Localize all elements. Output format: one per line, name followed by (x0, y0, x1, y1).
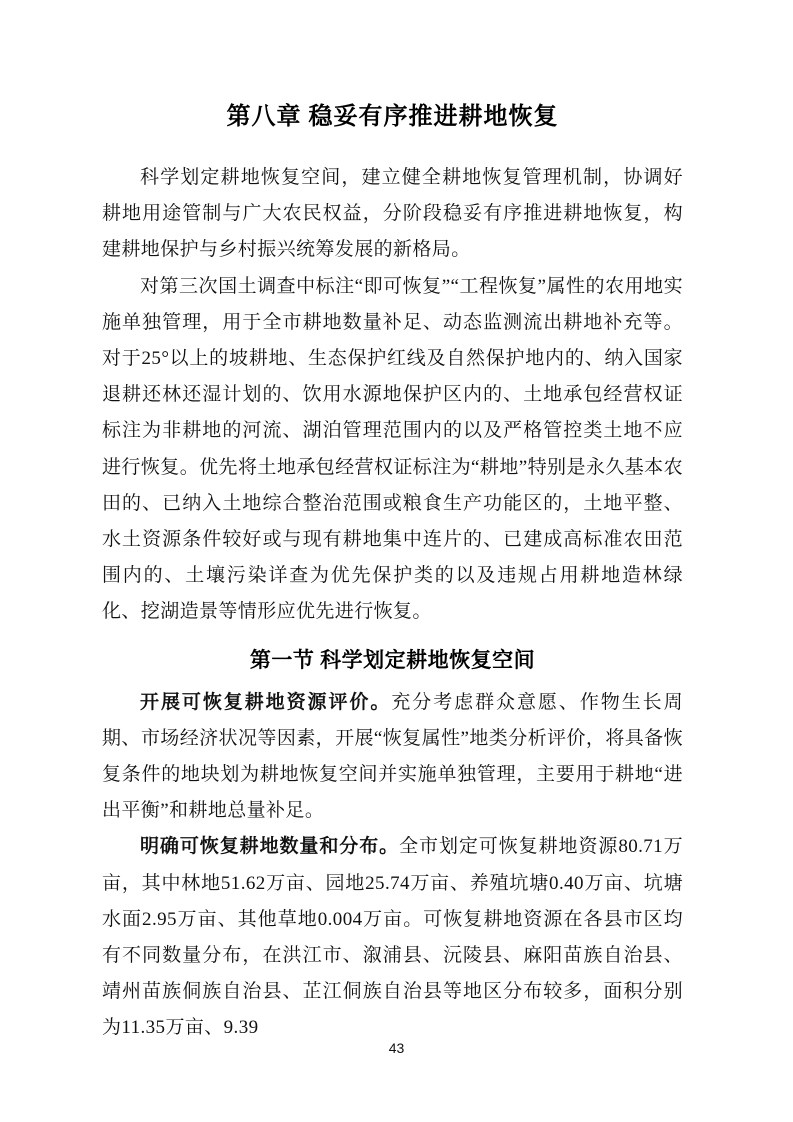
chapter-title: 第八章 稳妥有序推进耕地恢复 (226, 104, 559, 130)
section-title: 第一节 科学划定耕地恢复空间 (249, 647, 536, 672)
paragraph (102, 269, 683, 631)
paragraph-text: 科学划定耕地恢复空间，建立健全耕地恢复管理机制，协调好耕地用途管制与广大农民权益，分阶段稳妥有序推进耕地恢复，构建耕地保护与乡村振兴统筹发展的新格局。 (102, 167, 683, 261)
paragraph-text: 对第三次国土调查中标注“即可恢复”“工程恢复”属性的农用地实施单独管理，用于全市耕地数量补足、动态监测流出耕地补充等。对于25°以上的坡耕地、生态保护红线及自然保护地内的、纳入国家退耕还林还湿计划的、饮用水源地保护区内的、土地承包经营权证标注为非耕地的河流、湖泊管理范围内的以及严格管控类土地不应进行恢复。优先将土地承包经营权证标注为“耕地”特别是永久基本农田的、已纳入土地综合整治范围或粮食生产功能区的，土地平整、水土资源条件较好或与现有耕地集中连片的、已建成高标准农田范围内的、土壤污染详查为优先保护类的以及违规占用耕地造林绿化、挖湖造景等情形应优先进行恢复。 (102, 275, 683, 623)
paragraph (102, 160, 683, 269)
paragraph-text: 充分考虑群众意愿、作物生长周期、市场经济状况等因素，开展“恢复属性”地类分析评价，将具备恢复条件的地块划为耕地恢复空间并实施单独管理，主要用于耕地“进出平衡”和耕地总量补足。 (102, 691, 683, 822)
paragraph (102, 829, 683, 1046)
paragraph-lead: 开展可恢复耕地资源评价。 (140, 691, 392, 713)
paragraph-lead: 明确可恢复耕地数量和分布。 (140, 836, 400, 858)
paragraph (102, 685, 683, 830)
page-number: 43 (388, 1040, 405, 1056)
paragraph-text: 全市划定可恢复耕地资源80.71万亩，其中林地51.62万亩、园地25.74万亩、养殖坑塘0.40万亩、坑塘水面2.95万亩、其他草地0.004万亩。可恢复耕地资源在各县市区均有不同数量分布，在洪江市、溆浦县、沅陵县、麻阳苗族自治县、靖州苗族侗族自治县、芷江侗族自治县等地区分布较多，面积分别为11.35万亩、9.39 (102, 836, 683, 1039)
